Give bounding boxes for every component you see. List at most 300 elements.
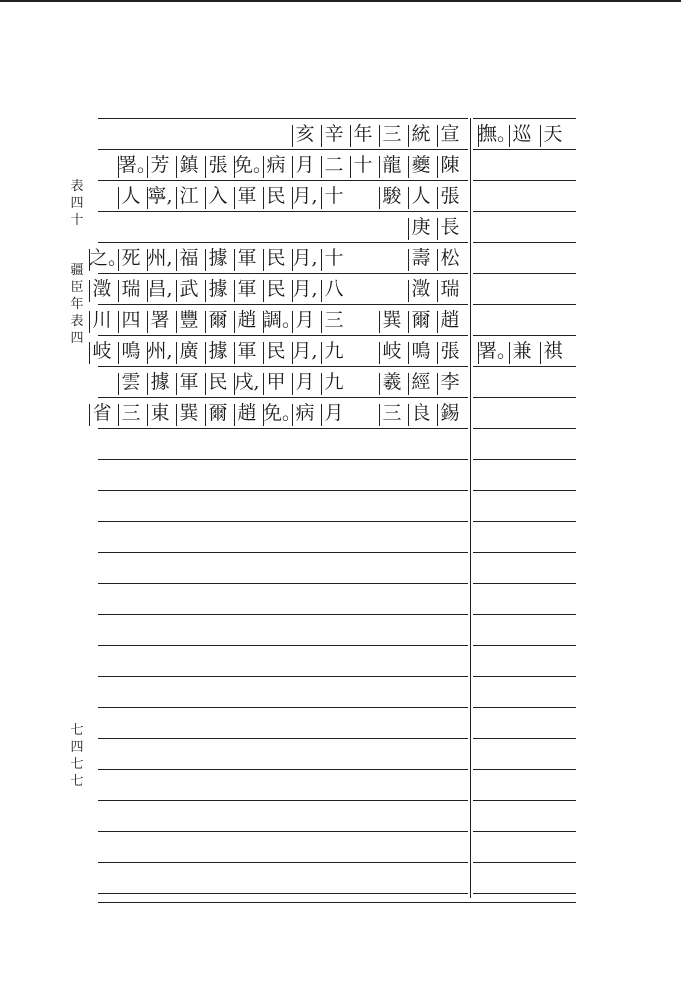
cell-char: 二 xyxy=(324,154,344,176)
table-cell xyxy=(321,152,347,178)
table-cell xyxy=(263,183,289,209)
table-row xyxy=(92,335,468,366)
column-tick xyxy=(176,342,177,364)
table-cell xyxy=(292,121,318,147)
right-cell xyxy=(540,338,566,364)
table-cell xyxy=(176,245,202,271)
row-rule-right xyxy=(473,738,576,739)
column-tick xyxy=(118,342,119,364)
column-tick xyxy=(89,249,90,271)
right-cell xyxy=(478,183,504,209)
margin-char: 四 xyxy=(70,196,84,211)
table-row xyxy=(100,211,468,242)
table-row xyxy=(100,118,468,149)
row-rule-left xyxy=(98,552,468,553)
table-cell xyxy=(437,400,463,426)
right-cell xyxy=(509,214,535,240)
column-tick xyxy=(408,249,409,271)
table-cell xyxy=(408,338,434,364)
cell-char: 豐 xyxy=(179,309,199,331)
cell-char: 爾 xyxy=(208,309,228,331)
table-cell xyxy=(89,121,115,147)
column-tick xyxy=(321,311,322,333)
table-row xyxy=(100,180,468,211)
table-cell xyxy=(89,245,128,271)
right-row xyxy=(474,335,574,366)
column-tick xyxy=(263,373,264,395)
table-cell xyxy=(147,369,173,395)
cell-char: 江 xyxy=(179,185,199,207)
cell-char: 入 xyxy=(208,185,228,207)
cell-char: 夔 xyxy=(411,154,431,176)
cell-char: 署。 xyxy=(118,154,157,176)
cell-char: 張 xyxy=(208,154,228,176)
row-rule-right xyxy=(473,459,576,460)
column-tick xyxy=(234,373,235,395)
cell-char: 月, xyxy=(292,185,318,207)
right-cell xyxy=(478,214,504,240)
table-cell xyxy=(205,245,231,271)
table-cell xyxy=(89,214,115,240)
row-rule-left xyxy=(98,769,468,770)
table-cell xyxy=(408,369,434,395)
column-tick xyxy=(379,342,380,364)
column-tick xyxy=(437,218,438,240)
row-rule-right xyxy=(473,583,576,584)
cell-char: 三 xyxy=(382,402,402,424)
table-cell xyxy=(147,183,173,209)
table-cell xyxy=(176,183,202,209)
table-cell xyxy=(205,121,231,147)
row-rule-right xyxy=(473,552,576,553)
column-tick xyxy=(205,404,206,426)
table-cell xyxy=(292,245,318,271)
table-cell xyxy=(118,183,144,209)
cell-char: 八 xyxy=(324,278,344,300)
table-cell xyxy=(321,214,347,240)
cell-char: 民 xyxy=(266,340,286,362)
cell-char: 三 xyxy=(382,123,402,145)
right-cell xyxy=(509,245,535,271)
cell-char: 撫。 xyxy=(478,123,517,145)
table-cell xyxy=(205,214,231,240)
column-tick xyxy=(437,342,438,364)
right-cell xyxy=(540,214,566,240)
cell-char: 州, xyxy=(147,340,173,362)
table-cell xyxy=(263,338,289,364)
cell-char: 據 xyxy=(208,340,228,362)
right-cell xyxy=(509,369,535,395)
row-rule-left xyxy=(98,459,468,460)
table-cell xyxy=(408,152,434,178)
cell-char: 軍 xyxy=(237,340,257,362)
table-cell xyxy=(350,152,376,178)
cell-char: 羲 xyxy=(382,371,402,393)
table-cell xyxy=(118,400,144,426)
table-cell xyxy=(147,245,173,271)
cell-char: 三 xyxy=(121,402,141,424)
cell-char: 祺 xyxy=(543,340,563,362)
cell-char: 辛 xyxy=(324,123,344,145)
cell-char: 鳴 xyxy=(411,340,431,362)
column-tick xyxy=(292,156,293,178)
cell-char: 調。 xyxy=(263,309,302,331)
right-cell xyxy=(540,245,566,271)
column-tick xyxy=(437,187,438,209)
top-rule xyxy=(0,0,681,2)
row-rule-right xyxy=(473,769,576,770)
margin-char: 表 xyxy=(70,179,84,194)
margin-char: 疆 xyxy=(70,263,84,278)
cell-char: 瑞 xyxy=(440,278,460,300)
column-tick xyxy=(118,404,119,426)
table-cell xyxy=(234,214,260,240)
table-cell xyxy=(89,400,115,426)
right-row xyxy=(474,180,574,211)
column-tick xyxy=(379,373,380,395)
table-cell xyxy=(408,245,434,271)
column-tick xyxy=(147,342,148,364)
cell-char: 張 xyxy=(440,185,460,207)
table-cell xyxy=(321,307,347,333)
table-cell xyxy=(437,183,463,209)
official-table xyxy=(89,118,576,904)
right-row xyxy=(474,397,574,428)
table-cell xyxy=(89,152,115,178)
table-cell xyxy=(263,245,289,271)
cell-char: 駿 xyxy=(382,185,402,207)
right-row xyxy=(474,366,574,397)
cell-char: 川 xyxy=(92,309,112,331)
table-cell xyxy=(176,338,202,364)
cell-char: 九 xyxy=(324,371,344,393)
table-cell xyxy=(379,183,405,209)
cell-char: 天 xyxy=(543,123,563,145)
bottom-rule xyxy=(98,902,576,903)
page-number-char: 七 xyxy=(70,723,84,738)
cell-char: 民 xyxy=(266,278,286,300)
table-cell xyxy=(147,214,173,240)
cell-char: 李 xyxy=(440,371,460,393)
right-cell xyxy=(478,245,504,271)
table-cell xyxy=(437,307,463,333)
table-cell xyxy=(321,245,347,271)
right-cell xyxy=(478,369,504,395)
row-rule-left xyxy=(98,862,468,863)
column-tick xyxy=(321,342,322,364)
table-cell xyxy=(408,400,434,426)
table-cell xyxy=(234,245,260,271)
right-cell xyxy=(540,183,566,209)
right-row xyxy=(474,273,574,304)
row-rule-left xyxy=(98,800,468,801)
cell-char: 戌, xyxy=(234,371,260,393)
right-cell xyxy=(478,307,504,333)
column-tick xyxy=(408,218,409,240)
right-cell xyxy=(540,276,566,302)
table-cell xyxy=(118,369,144,395)
table-cell xyxy=(437,245,463,271)
cell-char: 病 xyxy=(266,154,286,176)
table-row xyxy=(92,273,468,304)
table-cell xyxy=(147,400,173,426)
column-tick xyxy=(118,187,119,209)
table-cell xyxy=(263,276,289,302)
column-tick xyxy=(176,311,177,333)
table-cell xyxy=(321,400,347,426)
cell-char: 福 xyxy=(179,247,199,269)
cell-char: 九 xyxy=(324,340,344,362)
right-cell xyxy=(509,183,535,209)
row-rule-left xyxy=(98,428,468,429)
row-rule-left xyxy=(98,831,468,832)
table-cell xyxy=(408,276,434,302)
table-cell xyxy=(89,307,115,333)
table-cell xyxy=(263,214,289,240)
right-cell xyxy=(478,276,504,302)
table-cell xyxy=(437,338,463,364)
column-tick xyxy=(89,311,90,333)
table-cell xyxy=(263,121,289,147)
cell-char: 芳 xyxy=(150,154,170,176)
cell-char: 巽 xyxy=(179,402,199,424)
column-tick xyxy=(263,311,264,333)
table-cell xyxy=(321,369,347,395)
cell-char: 龍 xyxy=(382,154,402,176)
cell-char: 壽 xyxy=(411,247,431,269)
row-rule-left xyxy=(98,490,468,491)
cell-char: 經 xyxy=(411,371,431,393)
margin-table-title xyxy=(66,262,88,347)
right-cell xyxy=(540,369,566,395)
table-row xyxy=(89,242,468,273)
cell-char: 爾 xyxy=(411,309,431,331)
row-rule-left xyxy=(98,583,468,584)
cell-char: 鳴 xyxy=(121,340,141,362)
table-cell xyxy=(118,121,144,147)
table-cell xyxy=(379,245,405,271)
column-tick xyxy=(292,125,293,147)
column-tick xyxy=(118,373,119,395)
table-cell xyxy=(379,214,405,240)
column-tick xyxy=(437,311,438,333)
cell-char: 錫 xyxy=(440,402,460,424)
cell-char: 免。 xyxy=(234,154,273,176)
column-tick xyxy=(321,373,322,395)
table-cell xyxy=(176,214,202,240)
table-cell xyxy=(205,369,231,395)
column-tick xyxy=(292,280,293,302)
column-tick xyxy=(234,187,235,209)
cell-char: 統 xyxy=(411,123,431,145)
column-tick xyxy=(147,280,148,302)
cell-char: 兼 xyxy=(512,340,532,362)
table-cell xyxy=(350,183,376,209)
column-tick xyxy=(379,156,380,178)
margin-char: 十 xyxy=(70,213,84,228)
table-cell xyxy=(205,400,231,426)
column-tick xyxy=(321,249,322,271)
table-cell xyxy=(147,338,173,364)
column-tick xyxy=(321,187,322,209)
column-tick xyxy=(540,125,541,147)
right-cell xyxy=(478,338,517,364)
row-rule-left xyxy=(98,707,468,708)
cell-char: 月 xyxy=(295,371,315,393)
table-row xyxy=(92,397,468,428)
section-divider xyxy=(470,118,471,898)
row-rule-right xyxy=(473,707,576,708)
cell-char: 軍 xyxy=(179,371,199,393)
table-cell xyxy=(234,121,260,147)
column-tick xyxy=(176,404,177,426)
cell-char: 三 xyxy=(324,309,344,331)
column-tick xyxy=(292,342,293,364)
column-tick xyxy=(350,125,351,147)
row-rule-left xyxy=(98,676,468,677)
column-tick xyxy=(147,249,148,271)
column-tick xyxy=(89,404,90,426)
table-cell xyxy=(118,152,157,178)
column-tick xyxy=(408,373,409,395)
column-tick xyxy=(478,342,479,364)
column-tick xyxy=(379,311,380,333)
column-tick xyxy=(379,404,380,426)
table-cell xyxy=(176,369,202,395)
table-cell xyxy=(89,183,115,209)
table-cell xyxy=(263,400,302,426)
cell-char: 巡 xyxy=(512,123,532,145)
column-tick xyxy=(234,404,235,426)
column-tick xyxy=(263,187,264,209)
cell-char: 甲 xyxy=(266,371,286,393)
cell-char: 據 xyxy=(208,247,228,269)
table-cell xyxy=(205,152,231,178)
table-cell xyxy=(408,183,434,209)
table-cell xyxy=(234,152,273,178)
column-tick xyxy=(263,342,264,364)
column-tick xyxy=(408,280,409,302)
table-cell xyxy=(234,338,260,364)
cell-char: 省 xyxy=(92,402,112,424)
column-tick xyxy=(205,311,206,333)
row-rule-left xyxy=(98,645,468,646)
column-tick xyxy=(408,404,409,426)
cell-char: 庚 xyxy=(411,216,431,238)
column-tick xyxy=(176,373,177,395)
column-tick xyxy=(118,280,119,302)
cell-char: 月 xyxy=(295,154,315,176)
column-tick xyxy=(234,280,235,302)
margin-char: 表 xyxy=(70,314,84,329)
cell-char: 寧, xyxy=(147,185,173,207)
cell-char: 月, xyxy=(292,278,318,300)
column-tick xyxy=(147,187,148,209)
table-cell xyxy=(292,338,318,364)
column-tick xyxy=(118,311,119,333)
cell-char: 民 xyxy=(266,185,286,207)
cell-char: 病 xyxy=(295,402,315,424)
column-tick xyxy=(437,373,438,395)
cell-char: 岐 xyxy=(92,340,112,362)
row-rule-right xyxy=(473,521,576,522)
right-cell xyxy=(540,152,566,178)
cell-char: 月, xyxy=(292,247,318,269)
cell-char: 張 xyxy=(440,340,460,362)
column-tick xyxy=(408,342,409,364)
page-number-char: 七 xyxy=(70,774,84,789)
cell-char: 陳 xyxy=(440,154,460,176)
margin-char: 四 xyxy=(70,331,84,346)
column-tick xyxy=(176,187,177,209)
cell-char: 昌, xyxy=(147,278,173,300)
table-cell xyxy=(408,121,434,147)
table-cell xyxy=(118,276,144,302)
table-cell xyxy=(176,400,202,426)
table-row xyxy=(92,304,468,335)
cell-char: 松 xyxy=(440,247,460,269)
column-tick xyxy=(234,311,235,333)
cell-char: 武 xyxy=(179,278,199,300)
right-cell xyxy=(540,400,566,426)
column-tick xyxy=(147,404,148,426)
column-tick xyxy=(292,187,293,209)
cell-char: 民 xyxy=(266,247,286,269)
column-tick xyxy=(234,249,235,271)
table-cell xyxy=(147,307,173,333)
column-tick xyxy=(234,156,235,178)
table-cell xyxy=(89,276,115,302)
right-cell xyxy=(509,276,535,302)
cell-char: 據 xyxy=(150,371,170,393)
column-tick xyxy=(176,280,177,302)
table-cell xyxy=(379,307,405,333)
row-rule-right xyxy=(473,800,576,801)
row-rule-left xyxy=(98,614,468,615)
cell-char: 岐 xyxy=(382,340,402,362)
right-cell xyxy=(540,307,566,333)
cell-char: 民 xyxy=(208,371,228,393)
column-tick xyxy=(437,249,438,271)
cell-char: 四 xyxy=(121,309,141,331)
cell-char: 軍 xyxy=(237,185,257,207)
right-row xyxy=(474,304,574,335)
right-row xyxy=(474,211,574,242)
cell-char: 趙 xyxy=(440,309,460,331)
table-cell xyxy=(350,121,376,147)
column-tick xyxy=(147,373,148,395)
right-cell xyxy=(478,400,504,426)
cell-char: 澂 xyxy=(411,278,431,300)
table-row xyxy=(100,149,468,180)
table-cell xyxy=(408,214,434,240)
table-cell xyxy=(205,276,231,302)
column-tick xyxy=(234,342,235,364)
cell-char: 巽 xyxy=(382,309,402,331)
cell-char: 十 xyxy=(324,185,344,207)
margin-char: 臣 xyxy=(70,280,84,295)
cell-char: 州, xyxy=(147,247,173,269)
column-tick xyxy=(118,156,119,178)
column-tick xyxy=(379,187,380,209)
column-tick xyxy=(437,156,438,178)
table-cell xyxy=(263,307,302,333)
right-cell xyxy=(478,121,517,147)
table-cell xyxy=(379,276,405,302)
column-tick xyxy=(321,404,322,426)
cell-char: 鎮 xyxy=(179,154,199,176)
row-rule-left xyxy=(98,521,468,522)
